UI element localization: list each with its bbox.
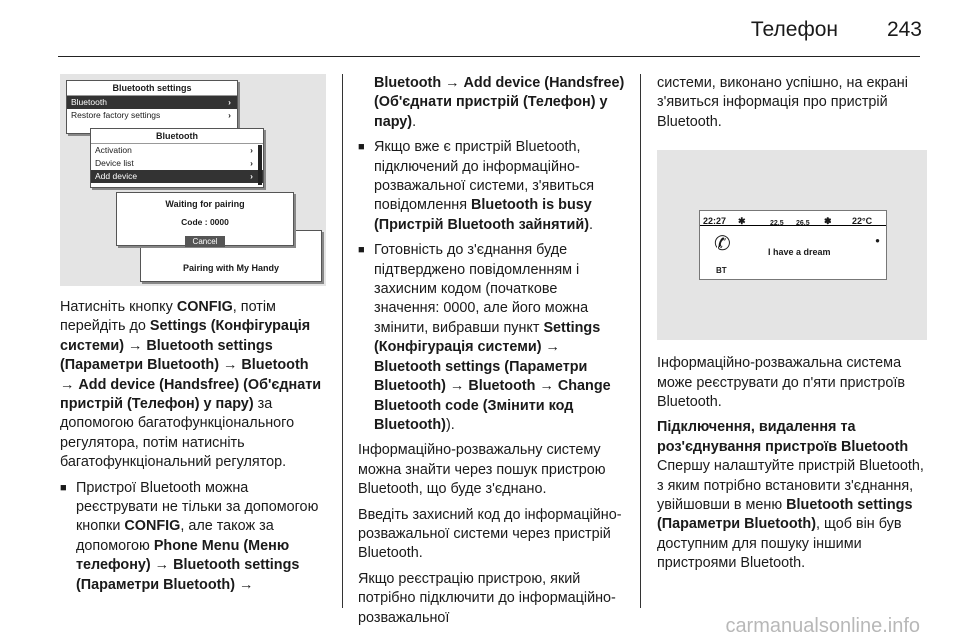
watermark: carmanualsonline.info (725, 615, 920, 637)
chevron-right-icon: › (250, 171, 253, 181)
paragraph: Якщо реєстрацію пристрою, який потрібно підключити до інформаційно-розважальної (358, 570, 616, 626)
window-title: Waiting for pairing (165, 199, 245, 209)
waiting-window (116, 192, 294, 246)
menu-row: Activation › (95, 145, 253, 155)
list-item: ■ Готовність до з'єднання буде підтверджено повідомленням і захисним кодом (початкове значення: 0000, але його можна змінити, вибравши пункт Settings (Конфігурація системи) → Bluetooth settings (Параметри Bluetooth) → Bluetooth → Change Bluetooth code (Змінити код Bluetooth)). (358, 241, 626, 435)
infotainment-display (699, 210, 887, 280)
page-header (0, 0, 960, 62)
cancel-button: Cancel (185, 236, 225, 247)
chevron-right-icon: › (250, 145, 253, 155)
paragraph: системи, виконано успішно, на екрані з'явиться інформація про пристрій Bluetooth. (657, 75, 908, 130)
page-title: Телефон (750, 18, 838, 41)
phone-icon: ✆ (714, 233, 731, 256)
temp-left: 22.5 (770, 220, 784, 228)
paragraph: Спершу налаштуйте пристрій Bluetooth, з яким потрібно встановити з'єднання, увійшовши в меню Bluetooth settings (Параметри Bluetooth), щоб він був доступним для пошуку іншими пристроями Bluetooth. (657, 458, 924, 572)
column-divider (342, 74, 343, 608)
section-heading: Підключення, видалення та роз'єднування пристроїв Bluetooth (657, 419, 909, 455)
list-item: ■ Пристрої Bluetooth можна реєструвати не тільки за допомогою кнопки CONFIG, але також за допомогою Phone Menu (Меню телефону) → Bluetooth settings (Параметри Bluetooth) → (60, 479, 326, 595)
column-3 (657, 74, 927, 580)
pairing-code: Code : 0000 (181, 217, 229, 227)
window-title: Pairing with My Handy (182, 263, 279, 273)
paragraph: Інформаційно-розважальну систему можна знайти через пошук пристрою Bluetooth, що буде з'єднано. (358, 442, 606, 498)
bluetooth-settings-window (66, 80, 238, 134)
settings-icon: ✱ (738, 216, 746, 227)
bluetooth-menu-figure (60, 74, 326, 286)
bt-label: BT (716, 266, 727, 276)
column-divider (640, 74, 641, 608)
header-rule (58, 56, 920, 57)
paragraph: Інформаційно-розважальна система може реєструвати до п'яти пристроїв Bluetooth. (657, 355, 905, 411)
bluetooth-window (90, 128, 264, 188)
scrollbar (258, 145, 262, 185)
window-title: Bluetooth (91, 129, 263, 144)
menu-row: Bluetooth › (67, 96, 237, 109)
paragraph: Введіть захисний код до інформаційно-розважальної системи через пристрій Bluetooth. (358, 506, 622, 562)
temp-right: 22°C (852, 216, 873, 227)
paragraph: Натисніть кнопку CONFIG, потім перейдіть до Settings (Конфігурація системи) → Bluetooth settings (Параметри Bluetooth) → Bluetooth → Add device (Handsfree) (Об'єднати пристрій (Телефон) у пару) за допомогою багатофункціонального регулятора, потім натисніть багатофункціональний регулятор. (60, 299, 322, 471)
status-dot-icon: ● (875, 236, 880, 246)
chevron-right-icon: › (250, 158, 253, 168)
bluetooth-icon: ✽ (824, 216, 832, 227)
menu-row: Device list › (95, 158, 253, 168)
bullet-list (60, 479, 326, 595)
device-name: I have a dream (768, 247, 831, 258)
clock: 22:27 (703, 216, 727, 227)
chevron-right-icon: › (228, 97, 231, 107)
menu-row: Add device › (91, 170, 263, 183)
chevron-right-icon: › (228, 110, 231, 120)
window-title: Bluetooth settings (67, 81, 237, 96)
display-figure (657, 150, 927, 340)
column-1 (60, 74, 326, 601)
temp-mid: 26.5 (796, 220, 810, 228)
paragraph: Bluetooth → Add device (Handsfree) (Об'єднати пристрій (Телефон) у пару). (374, 75, 625, 130)
list-item: ■ Якщо вже є пристрій Bluetooth, підключений до інформаційно-розважальної системи, з'явиться повідомлення Bluetooth is busy (Пристрій Bluetooth зайнятий). (358, 138, 626, 235)
column-2 (358, 74, 626, 634)
status-bar (700, 211, 886, 226)
bullet-list (358, 138, 626, 435)
page-number: 243 (886, 18, 922, 41)
menu-row: Restore factory settings › (71, 110, 231, 120)
